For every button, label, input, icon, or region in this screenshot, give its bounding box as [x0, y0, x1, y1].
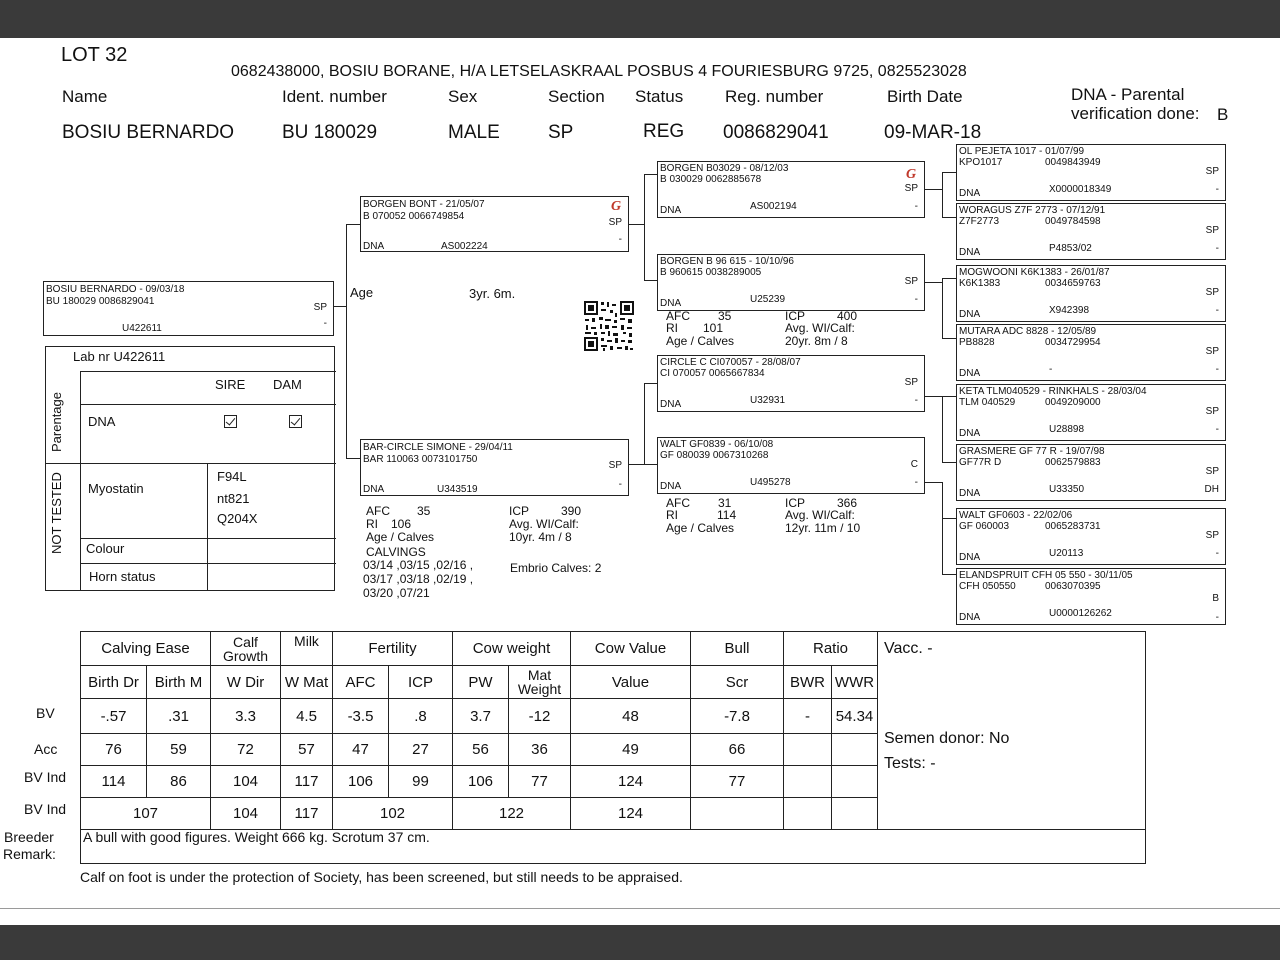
- tree-line: [629, 224, 644, 225]
- ancestor-mark: -: [1215, 184, 1219, 195]
- gdam-ri: 114: [717, 508, 737, 522]
- bvind-cell: 124: [571, 766, 691, 798]
- bv-cell: -: [784, 699, 832, 734]
- ancestor-id: PB8828: [959, 337, 995, 348]
- gdam-afc-label: AFC: [666, 496, 690, 510]
- divider: [80, 371, 336, 372]
- grandsire-maternal-box: [657, 355, 925, 412]
- dam-calvings-line: 03/17 ,03/18 ,02/19 ,: [363, 572, 474, 586]
- gp-section: C: [910, 459, 918, 470]
- acc-cell: [832, 734, 878, 766]
- value-reg: 0086829041: [723, 122, 829, 143]
- divider: [80, 538, 336, 539]
- gdam-ri-label: RI: [666, 321, 678, 335]
- ancestor-lab: U28898: [1049, 424, 1085, 435]
- tree-line: [942, 574, 956, 575]
- dam-age-calves: 10yr. 4m / 8: [509, 530, 572, 544]
- vaccination: Vacc. -: [884, 640, 933, 657]
- tree-line: [644, 174, 657, 175]
- group-cow-weight: Cow weight: [453, 632, 571, 666]
- ancestor-reg: 0049784598: [1045, 216, 1101, 227]
- tree-line: [942, 396, 956, 397]
- gp-ids: CI 070057 0065667834: [660, 368, 765, 379]
- col-value: Value: [571, 666, 691, 699]
- ancestor-box: [956, 265, 1226, 322]
- breeder-remark: [81, 830, 1146, 864]
- bvind2-cell: 102: [333, 798, 453, 830]
- value-name: BOSIU BERNARDO: [62, 122, 235, 143]
- group-milk: Milk: [281, 632, 333, 666]
- bv-cell: 54.34: [832, 699, 878, 734]
- tree-line: [346, 224, 347, 458]
- gp-lab: U25239: [750, 294, 786, 305]
- gdam-avg-label: Avg. WI/Calf:: [785, 321, 855, 335]
- ancestor-lab: U0000126262: [1049, 608, 1112, 619]
- horn-status-label: Horn status: [89, 569, 156, 584]
- acc-cell: [784, 734, 832, 766]
- bv-cell: -12: [509, 699, 571, 734]
- dam-lab: U343519: [437, 484, 478, 495]
- ancestor-reg: 0062579883: [1045, 457, 1101, 468]
- ancestor-dna: DNA: [959, 368, 981, 379]
- acc-cell: 47: [333, 734, 389, 766]
- ancestor-mark: -: [1215, 548, 1219, 559]
- sire-dna: DNA: [363, 241, 385, 252]
- bvind2-cell: [691, 798, 784, 830]
- ancestor-lab: P4853/02: [1049, 243, 1092, 254]
- bvind-cell: 99: [389, 766, 453, 798]
- breeder-remark-text: A bull with good figures. Weight 666 kg. Scrotum 37 cm.: [83, 829, 430, 845]
- myostatin-value: Q204X: [217, 511, 258, 526]
- dam-dna: DNA: [363, 484, 385, 495]
- col-scr: Scr: [691, 666, 784, 699]
- label-dna-2: verification done:: [1071, 104, 1200, 123]
- gdam-ri: 101: [703, 321, 724, 335]
- not-tested-label: NOT TESTED: [49, 472, 64, 554]
- tree-line: [942, 217, 956, 218]
- ancestor-reg: 0063070395: [1045, 581, 1101, 592]
- group-bull: Bull: [691, 632, 784, 666]
- dam-calvings-line: 03/20 ,07/21: [363, 586, 430, 600]
- label-status: Status: [635, 87, 684, 106]
- lab-number: Lab nr U422611: [73, 349, 166, 364]
- ancestor-reg: 0034729954: [1045, 337, 1101, 348]
- gdam-afc: 31: [718, 496, 732, 510]
- gdam-icp: 366: [837, 496, 858, 510]
- group-calving-ease: Calving Ease: [81, 632, 211, 666]
- sire-head: BORGEN BONT - 21/05/07: [363, 199, 485, 210]
- dam-afc: 35: [417, 504, 431, 518]
- tree-line: [644, 174, 645, 280]
- ancestor-section: SP: [1205, 466, 1219, 477]
- ancestor-box: [956, 568, 1226, 625]
- tree-line: [346, 458, 360, 459]
- ancestor-head: WORAGUS Z7F 2773 - 07/12/91: [959, 205, 1106, 216]
- tree-line: [925, 482, 942, 483]
- tree-line: [942, 482, 943, 574]
- bvind-cell: 106: [333, 766, 389, 798]
- dam-box: [360, 439, 629, 496]
- bv-cell: .8: [389, 699, 453, 734]
- tree-line: [942, 278, 956, 279]
- gdam-icp: 400: [837, 309, 858, 323]
- ancestor-dna: DNA: [959, 247, 981, 258]
- bv-cell: 48: [571, 699, 691, 734]
- tree-line: [629, 464, 644, 465]
- ancestor-reg: 0034659763: [1045, 278, 1101, 289]
- bv-cell: 3.7: [453, 699, 509, 734]
- bvind-cell: [832, 766, 878, 798]
- ancestor-box: [956, 384, 1226, 441]
- ancestor-id: GF 060003: [959, 521, 1010, 532]
- bvind-cell: 114: [81, 766, 147, 798]
- gp-section: SP: [904, 183, 918, 194]
- sire-box: [360, 196, 629, 252]
- ancestor-mark: -: [1215, 243, 1219, 254]
- dam-age-calves-label: Age / Calves: [366, 530, 435, 544]
- row-label-bvind: BV Ind: [24, 769, 67, 785]
- acc-cell: 66: [691, 734, 784, 766]
- ancestor-id: KPO1017: [959, 157, 1003, 168]
- tree-line: [942, 462, 956, 463]
- ancestor-section: SP: [1205, 530, 1219, 541]
- lab-panel: [45, 346, 335, 591]
- society-logo-icon: G: [906, 167, 917, 182]
- gp-lab: U495278: [750, 477, 791, 488]
- col-w-dir: W Dir: [211, 666, 281, 699]
- sire-lab: AS002224: [441, 241, 488, 252]
- acc-cell: 49: [571, 734, 691, 766]
- gdam-icp-label: ICP: [785, 309, 806, 323]
- age-label: Age: [350, 285, 374, 300]
- ancestor-id: CFH 050550: [959, 581, 1016, 592]
- acc-cell: 27: [389, 734, 453, 766]
- tree-line: [942, 172, 956, 173]
- dam-ri: 106: [391, 517, 412, 531]
- dam-embrio: Embrio Calves: 2: [510, 561, 602, 575]
- label-birth: Birth Date: [887, 87, 963, 106]
- tree-line: [925, 189, 942, 190]
- tests: Tests: -: [884, 755, 936, 772]
- tree-line: [644, 383, 645, 465]
- ancestor-head: WALT GF0603 - 22/02/06: [959, 510, 1073, 521]
- ancestor-section: SP: [1205, 346, 1219, 357]
- col-wwr: WWR: [832, 666, 878, 699]
- ancestor-dna: DNA: [959, 552, 981, 563]
- ancestor-head: ELANDSPRUIT CFH 05 550 - 30/11/05: [959, 570, 1133, 581]
- ancestor-dna: DNA: [959, 428, 981, 439]
- value-birth: 09-MAR-18: [884, 122, 982, 143]
- acc-cell: 56: [453, 734, 509, 766]
- col-pw: PW: [453, 666, 509, 699]
- dam-calvings-line: 03/14 ,03/15 ,02/16 ,: [363, 558, 474, 572]
- ancestor-reg: 0065283731: [1045, 521, 1101, 532]
- tree-line: [346, 224, 360, 225]
- ancestor-id: K6K1383: [959, 278, 1001, 289]
- gdam-age-calves-label: Age / Calves: [666, 521, 735, 535]
- ancestor-id: Z7F2773: [959, 216, 1000, 227]
- row-label-bvind-2: BV Ind: [24, 801, 67, 817]
- bvind2-cell: 124: [571, 798, 691, 830]
- gp-dna: DNA: [660, 205, 682, 216]
- acc-cell: 59: [147, 734, 211, 766]
- ancestor-box: [956, 444, 1226, 501]
- remark-label: Breeder: [4, 829, 54, 845]
- granddam-maternal-box: [657, 437, 925, 494]
- ancestor-head: GRASMERE GF 77 R - 19/07/98: [959, 446, 1105, 457]
- ancestor-mark: DH: [1204, 484, 1219, 495]
- bvind2-cell: [784, 798, 832, 830]
- gp-section: SP: [904, 377, 918, 388]
- gp-lab: U32931: [750, 395, 786, 406]
- ancestor-mark: -: [1215, 424, 1219, 435]
- tree-line: [942, 338, 956, 339]
- bvind-cell: 86: [147, 766, 211, 798]
- ancestor-dna: DNA: [959, 612, 981, 623]
- tree-line: [942, 396, 943, 462]
- gp-head: BORGEN B 96 615 - 10/10/96: [660, 256, 794, 267]
- label-dna-1: DNA - Parental: [1071, 85, 1185, 104]
- ancestor-mark: -: [1215, 305, 1219, 316]
- parentage-label: Parentage: [49, 392, 64, 452]
- tree-line: [644, 280, 657, 281]
- dam-mark: -: [618, 479, 622, 490]
- animal-lab: U422611: [122, 323, 162, 334]
- col-afc: AFC: [333, 666, 389, 699]
- sire-section: SP: [608, 217, 622, 228]
- dam-afc-label: AFC: [366, 504, 390, 518]
- sire-ids: B 070052 0066749854: [363, 211, 465, 222]
- ancestor-dna: DNA: [959, 488, 981, 499]
- col-birth-m: Birth M: [147, 666, 211, 699]
- ancestor-section: B: [1212, 593, 1219, 604]
- ancestor-section: SP: [1205, 166, 1219, 177]
- ancestor-box: [956, 144, 1226, 201]
- col-birth-dr: Birth Dr: [81, 666, 147, 699]
- dam-calvings-label: CALVINGS: [366, 545, 426, 559]
- animal-head: BOSIU BERNARDO - 09/03/18: [46, 284, 185, 295]
- vaccination-cell: [878, 632, 1146, 830]
- gp-head: WALT GF0839 - 06/10/08: [660, 439, 774, 450]
- animal-box: [43, 281, 334, 336]
- ancestor-box: [956, 203, 1226, 260]
- gp-dna: DNA: [660, 399, 682, 410]
- performance-table: [80, 631, 1146, 864]
- sire-column: SIRE: [215, 377, 246, 392]
- bv-cell: .31: [147, 699, 211, 734]
- breeder-line: 0682438000, BOSIU BORANE, H/A LETSELASKRAAL POSBUS 4 FOURIESBURG 9725, 0825523028: [231, 63, 967, 80]
- animal-mark: -: [323, 318, 327, 329]
- age-value: 3yr. 6m.: [469, 286, 516, 301]
- value-sex: MALE: [448, 122, 500, 143]
- bvind2-cell: 122: [453, 798, 571, 830]
- bv-cell: 4.5: [281, 699, 333, 734]
- gp-mark: -: [914, 201, 918, 212]
- gdam-afc-label: AFC: [666, 309, 690, 323]
- group-cow-value: Cow Value: [571, 632, 691, 666]
- bvind2-cell: [832, 798, 878, 830]
- tree-line: [942, 518, 956, 519]
- ancestor-lab: X0000018349: [1049, 184, 1112, 195]
- myostatin-value: F94L: [217, 469, 247, 484]
- gp-dna: DNA: [660, 481, 682, 492]
- dam-checkbox-icon: [289, 415, 302, 428]
- ancestor-head: MUTARA ADC 8828 - 12/05/89: [959, 326, 1097, 337]
- ancestor-box: [956, 508, 1226, 565]
- label-section: Section: [548, 87, 605, 106]
- group-calf-growth: Calf Growth: [211, 632, 281, 666]
- bvind-cell: 117: [281, 766, 333, 798]
- bv-cell: -3.5: [333, 699, 389, 734]
- divider: [207, 463, 208, 591]
- value-ident: BU 180029: [282, 122, 378, 143]
- group-fertility: Fertility: [333, 632, 453, 666]
- myostatin-value: nt821: [217, 491, 250, 506]
- gdam-ri-label: RI: [666, 508, 678, 522]
- ancestor-reg: 0049843949: [1045, 157, 1101, 168]
- society-logo-icon: G: [611, 199, 622, 214]
- myostatin-label: Myostatin: [88, 481, 144, 496]
- label-reg: Reg. number: [725, 87, 824, 106]
- row-label-acc: Acc: [34, 741, 58, 757]
- col-w-mat: W Mat: [281, 666, 333, 699]
- dam-ids: BAR 110063 0073101750: [363, 454, 478, 465]
- grandsire-paternal-box: [657, 161, 925, 218]
- ancestor-lab: U33350: [1049, 484, 1085, 495]
- bvind-cell: 106: [453, 766, 509, 798]
- granddam-paternal-box: [657, 254, 925, 311]
- col-bwr: BWR: [784, 666, 832, 699]
- tree-line: [942, 278, 943, 338]
- dam-column: DAM: [273, 377, 302, 392]
- col-mat-weight: Mat Weight: [509, 666, 571, 699]
- acc-cell: 57: [281, 734, 333, 766]
- ancestor-section: SP: [1205, 406, 1219, 417]
- col-icp: ICP: [389, 666, 453, 699]
- bvind2-cell: 104: [211, 798, 281, 830]
- ancestor-lab: X942398: [1049, 305, 1090, 316]
- semen-donor: Semen donor: No: [884, 730, 1010, 747]
- tree-line: [334, 306, 346, 307]
- gp-ids: B 030029 0062885678: [660, 174, 762, 185]
- gdam-avg-label: Avg. WI/Calf:: [785, 508, 855, 522]
- ancestor-lab: U20113: [1049, 548, 1084, 559]
- gp-head: BORGEN B03029 - 08/12/03: [660, 163, 789, 174]
- footer-note: Calf on foot is under the protection of Society, has been screened, but still needs to be appraised.: [80, 869, 683, 885]
- dam-section: SP: [608, 460, 622, 471]
- bvind-cell: 104: [211, 766, 281, 798]
- gp-mark: -: [914, 294, 918, 305]
- gdam-icp-label: ICP: [785, 496, 806, 510]
- bottom-rule: [0, 908, 1280, 909]
- ancestor-lab: -: [1049, 364, 1053, 375]
- gdam-afc: 35: [718, 309, 732, 323]
- gdam-age-calves: 20yr. 8m / 8: [785, 334, 848, 348]
- gp-mark: -: [914, 477, 918, 488]
- row-label-bv: BV: [36, 705, 55, 721]
- tree-line: [644, 464, 657, 465]
- dam-avg-label: Avg. WI/Calf:: [509, 517, 579, 531]
- dam-icp-label: ICP: [509, 504, 530, 518]
- qr-code-icon: [583, 300, 635, 352]
- ancestor-mark: -: [1215, 612, 1219, 623]
- sire-mark: -: [618, 234, 622, 245]
- animal-section: SP: [313, 302, 327, 313]
- gdam-age-calves-label: Age / Calves: [666, 334, 735, 348]
- ancestor-id: GF77R D: [959, 457, 1002, 468]
- label-ident: Ident. number: [282, 87, 387, 106]
- bv-cell: 3.3: [211, 699, 281, 734]
- acc-cell: 72: [211, 734, 281, 766]
- remark-label: Remark:: [3, 846, 56, 862]
- divider: [80, 563, 336, 564]
- bvind-cell: [784, 766, 832, 798]
- dam-head: BAR-CIRCLE SIMONE - 29/04/11: [363, 442, 513, 453]
- tree-line: [644, 383, 657, 384]
- bottom-bar: [0, 925, 1280, 960]
- tree-line: [925, 282, 942, 283]
- colour-label: Colour: [86, 541, 125, 556]
- bvind-cell: 77: [509, 766, 571, 798]
- label-name: Name: [62, 87, 108, 106]
- tree-line: [942, 172, 943, 217]
- gp-head: CIRCLE C CI070057 - 28/08/07: [660, 357, 801, 368]
- bv-cell: -7.8: [691, 699, 784, 734]
- gdam-age-calves: 12yr. 11m / 10: [785, 521, 861, 535]
- gp-dna: DNA: [660, 298, 682, 309]
- animal-ids: BU 180029 0086829041: [46, 296, 155, 307]
- ancestor-head: MOGWOONI K6K1383 - 26/01/87: [959, 267, 1110, 278]
- gp-section: SP: [904, 276, 918, 287]
- ancestor-dna: DNA: [959, 309, 981, 320]
- gp-ids: B 960615 0038289005: [660, 267, 762, 278]
- ancestor-head: KETA TLM040529 - RINKHALS - 28/03/04: [959, 386, 1147, 397]
- dam-icp: 390: [561, 504, 582, 518]
- ancestor-dna: DNA: [959, 188, 981, 199]
- value-section: SP: [548, 122, 574, 143]
- ancestor-head: OL PEJETA 1017 - 01/07/99: [959, 146, 1085, 157]
- top-bar: [0, 0, 1280, 38]
- ancestor-box: [956, 324, 1226, 381]
- acc-cell: 76: [81, 734, 147, 766]
- value-dna: B: [1217, 105, 1229, 124]
- gp-mark: -: [914, 395, 918, 406]
- tree-line: [925, 396, 942, 397]
- lot-number: LOT 32: [61, 44, 128, 66]
- ancestor-mark: -: [1215, 364, 1219, 375]
- ancestor-section: SP: [1205, 225, 1219, 236]
- bvind2-cell: 107: [81, 798, 211, 830]
- group-ratio: Ratio: [784, 632, 878, 666]
- value-status: REG: [643, 121, 685, 142]
- divider: [80, 404, 336, 405]
- gp-lab: AS002194: [750, 201, 797, 212]
- sire-checkbox-icon: [224, 415, 237, 428]
- divider: [46, 463, 336, 464]
- ancestor-section: SP: [1205, 287, 1219, 298]
- bv-cell: -.57: [81, 699, 147, 734]
- bvind-cell: 77: [691, 766, 784, 798]
- dam-ri-label: RI: [366, 517, 378, 531]
- ancestor-reg: 0049209000: [1045, 397, 1101, 408]
- label-sex: Sex: [448, 87, 478, 106]
- dna-row-label: DNA: [88, 414, 116, 429]
- gp-ids: GF 080039 0067310268: [660, 450, 769, 461]
- bvind2-cell: 117: [281, 798, 333, 830]
- acc-cell: 36: [509, 734, 571, 766]
- ancestor-id: TLM 040529: [959, 397, 1016, 408]
